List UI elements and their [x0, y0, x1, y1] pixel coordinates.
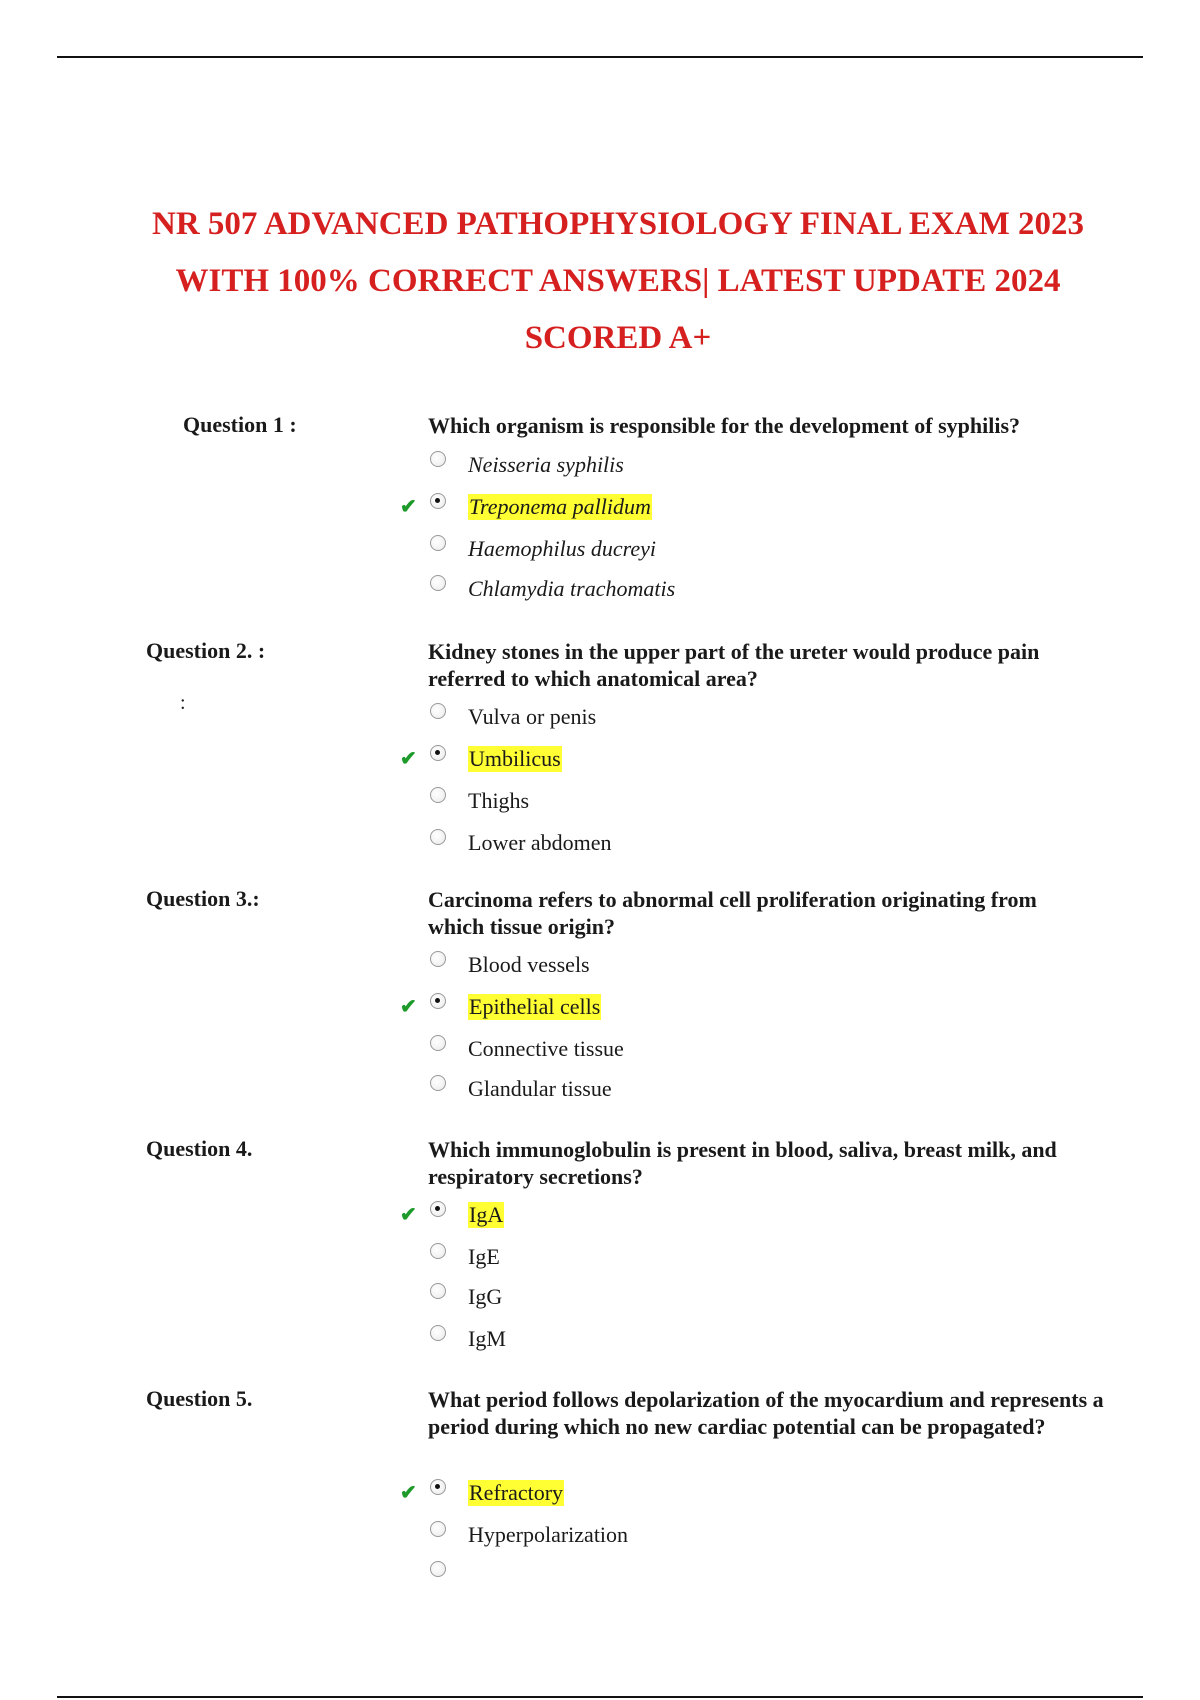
colon-mark: : [180, 692, 186, 714]
checkmark-icon: ✔ [400, 1482, 417, 1504]
option[interactable] [400, 1032, 1100, 1068]
option-label: Neisseria syphilis [468, 452, 624, 477]
option-correct[interactable] [400, 742, 1100, 778]
question-label: Question 4. [146, 1136, 253, 1161]
option-label: Glandular tissue [468, 1076, 612, 1101]
radio-button-selected[interactable] [430, 493, 446, 509]
radio-button[interactable] [430, 703, 446, 719]
option[interactable] [400, 1558, 1100, 1594]
title-line-3: SCORED A+ [524, 320, 712, 356]
option[interactable] [400, 572, 1100, 608]
radio-button[interactable] [430, 535, 446, 551]
option[interactable] [400, 1240, 1100, 1276]
radio-button[interactable] [430, 1243, 446, 1259]
option[interactable] [400, 700, 1100, 736]
option[interactable] [400, 1518, 1100, 1554]
radio-button[interactable] [430, 575, 446, 591]
option-label: IgG [468, 1284, 503, 1309]
option-correct[interactable] [400, 990, 1100, 1026]
option-correct[interactable] [400, 490, 1100, 526]
option-label: Haemophilus ducreyi [468, 536, 656, 561]
radio-button-selected[interactable] [430, 993, 446, 1009]
option-label: Umbilicus [469, 746, 561, 771]
option-correct[interactable] [400, 1198, 1100, 1234]
option-label: Lower abdomen [468, 830, 612, 855]
question-text: What period follows depolarization of the myocardium and represents a period during which no new cardiac potential can be propagated? [428, 1387, 1104, 1439]
option-label: Blood vessels [468, 952, 590, 977]
option-label: Chlamydia trachomatis [468, 576, 676, 601]
option[interactable] [400, 532, 1100, 568]
option-label: Refractory [469, 1480, 564, 1505]
radio-button[interactable] [430, 951, 446, 967]
checkmark-icon: ✔ [400, 748, 417, 770]
question-text: Which immunoglobulin is present in blood, saliva, breast milk, and respiratory secretions? [428, 1137, 1057, 1189]
question-text: Carcinoma refers to abnormal cell proliferation originating from which tissue origin? [428, 887, 1037, 939]
option[interactable] [400, 1322, 1100, 1358]
title-line-1: NR 507 ADVANCED PATHOPHYSIOLOGY FINAL EXAM 2023 [151, 206, 1084, 242]
radio-button[interactable] [430, 1075, 446, 1091]
option-label: Epithelial cells [469, 994, 601, 1019]
question-label: Question 1 : [183, 412, 297, 437]
title-line-2: WITH 100% CORRECT ANSWERS| LATEST UPDATE 2024 [175, 263, 1061, 299]
radio-button-selected[interactable] [430, 745, 446, 761]
radio-button-selected[interactable] [430, 1479, 446, 1495]
question-label: Question 3.: [146, 886, 260, 911]
option-label: IgM [468, 1326, 506, 1351]
question-label: Question 5. [146, 1386, 253, 1411]
option[interactable] [400, 1280, 1100, 1316]
exam-title [0, 196, 1200, 367]
question-text: Which organism is responsible for the development of syphilis? [428, 413, 1021, 438]
checkmark-icon: ✔ [400, 996, 417, 1018]
option[interactable] [400, 784, 1100, 820]
option-label: IgE [468, 1244, 500, 1269]
question-text: Kidney stones in the upper part of the ureter would produce pain referred to which anatomical area? [428, 639, 1040, 691]
option-label: Hyperpolarization [468, 1522, 629, 1547]
radio-button[interactable] [430, 787, 446, 803]
radio-button[interactable] [430, 1521, 446, 1537]
question-label: Question 2. : [146, 638, 266, 663]
option[interactable] [400, 826, 1100, 862]
option-label: Thighs [468, 788, 530, 813]
option-correct[interactable] [400, 1476, 1100, 1512]
option[interactable] [400, 1072, 1100, 1108]
top-rule [57, 56, 1143, 58]
option-label: Vulva or penis [468, 704, 597, 729]
checkmark-icon: ✔ [400, 1204, 417, 1226]
radio-button[interactable] [430, 451, 446, 467]
option-label: Treponema pallidum [469, 494, 651, 519]
option-label: IgA [469, 1202, 504, 1227]
option-label: Connective tissue [468, 1036, 624, 1061]
option[interactable] [400, 948, 1100, 984]
radio-button[interactable] [430, 1325, 446, 1341]
radio-button[interactable] [430, 829, 446, 845]
radio-button-selected[interactable] [430, 1201, 446, 1217]
checkmark-icon: ✔ [400, 496, 417, 518]
radio-button[interactable] [430, 1283, 446, 1299]
bottom-rule [57, 1696, 1143, 1698]
radio-button[interactable] [430, 1035, 446, 1051]
option[interactable] [400, 448, 1100, 484]
radio-button[interactable] [430, 1561, 446, 1577]
